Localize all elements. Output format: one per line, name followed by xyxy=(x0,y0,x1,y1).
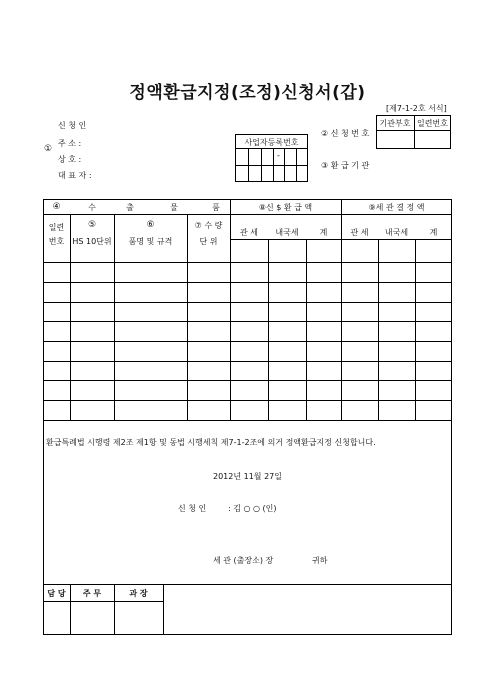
declaration-text: 환급특례법 시행령 제2조 제1항 및 동법 시행세칙 제7-1-2조에 의거 정액환급지정 신청합니다. xyxy=(46,438,376,447)
tariff-domestic-col: 내국세 xyxy=(384,228,409,237)
refund-agency-label: ③ 환 급 기 관 xyxy=(321,161,370,170)
tariff-total-col: 계 xyxy=(429,228,438,237)
refund-total-col: 계 xyxy=(319,228,328,237)
hs-col-label: HS 10단위 xyxy=(72,237,112,246)
company-label: 상 호 : xyxy=(58,155,82,164)
approval-staff-label: 담 당 xyxy=(47,589,66,598)
form-number: [제7-1-2호 서식] xyxy=(386,104,447,113)
serial-col-line1: 일련 xyxy=(48,223,65,232)
hs-col-mark: ⑤ xyxy=(87,220,97,230)
qty-col-line2: 단 위 xyxy=(199,237,218,246)
declaration-applicant-label: 신 청 인 xyxy=(178,504,207,513)
qty-col-line1: ⑦ 수 량 xyxy=(194,221,223,230)
declaration-date: 2012년 11월 27일 xyxy=(213,472,282,481)
serial-label: 일련번호 xyxy=(417,119,448,128)
refund-amount-header: ⑧신 $ 환 급 액 xyxy=(258,203,313,212)
approval-manager-label: 과 장 xyxy=(129,589,148,598)
section-mark-1: ① xyxy=(44,144,53,154)
refund-customs-col: 관 세 xyxy=(240,228,258,237)
refund-domestic-col: 내국세 xyxy=(275,228,299,237)
approval-chief-label: 주 무 xyxy=(82,589,102,598)
export-goods-mark: ④ xyxy=(52,202,61,212)
declaration-applicant-value: : 김 ○ ○ (인) xyxy=(228,504,277,513)
declaration-honorific: 귀하 xyxy=(312,556,328,565)
agency-code-label: 기관부호 xyxy=(379,119,411,128)
bizreg-label: 사업자등록번호 xyxy=(244,138,299,147)
representative-label: 대 표 자 : xyxy=(58,171,92,180)
item-col-mark: ⑥ xyxy=(146,220,155,230)
export-goods-char-2: 출 xyxy=(126,203,134,212)
serial-col-line2: 번호 xyxy=(48,237,65,246)
export-goods-char-4: 품 xyxy=(212,203,220,212)
tariff-rate-header: ⑨세 관 결 정 액 xyxy=(368,203,425,212)
export-goods-char-1: 수 xyxy=(88,203,96,212)
form-title: 정액환급지정(조정)신청서(갑) xyxy=(129,83,366,103)
declaration-addressee: 세 관 (출장소) 장 xyxy=(213,556,274,565)
tariff-customs-col: 관 세 xyxy=(350,228,369,237)
applicant-heading: 신 청 인 xyxy=(58,121,87,130)
address-label: 주 소 : xyxy=(58,139,82,148)
main-table-frame xyxy=(43,199,452,635)
application-number-label: ② 신 청 번 호 xyxy=(321,129,370,138)
export-goods-char-3: 물 xyxy=(170,203,178,212)
item-col-label: 품명 및 규격 xyxy=(128,237,173,246)
bizreg-dash: - xyxy=(277,151,280,160)
